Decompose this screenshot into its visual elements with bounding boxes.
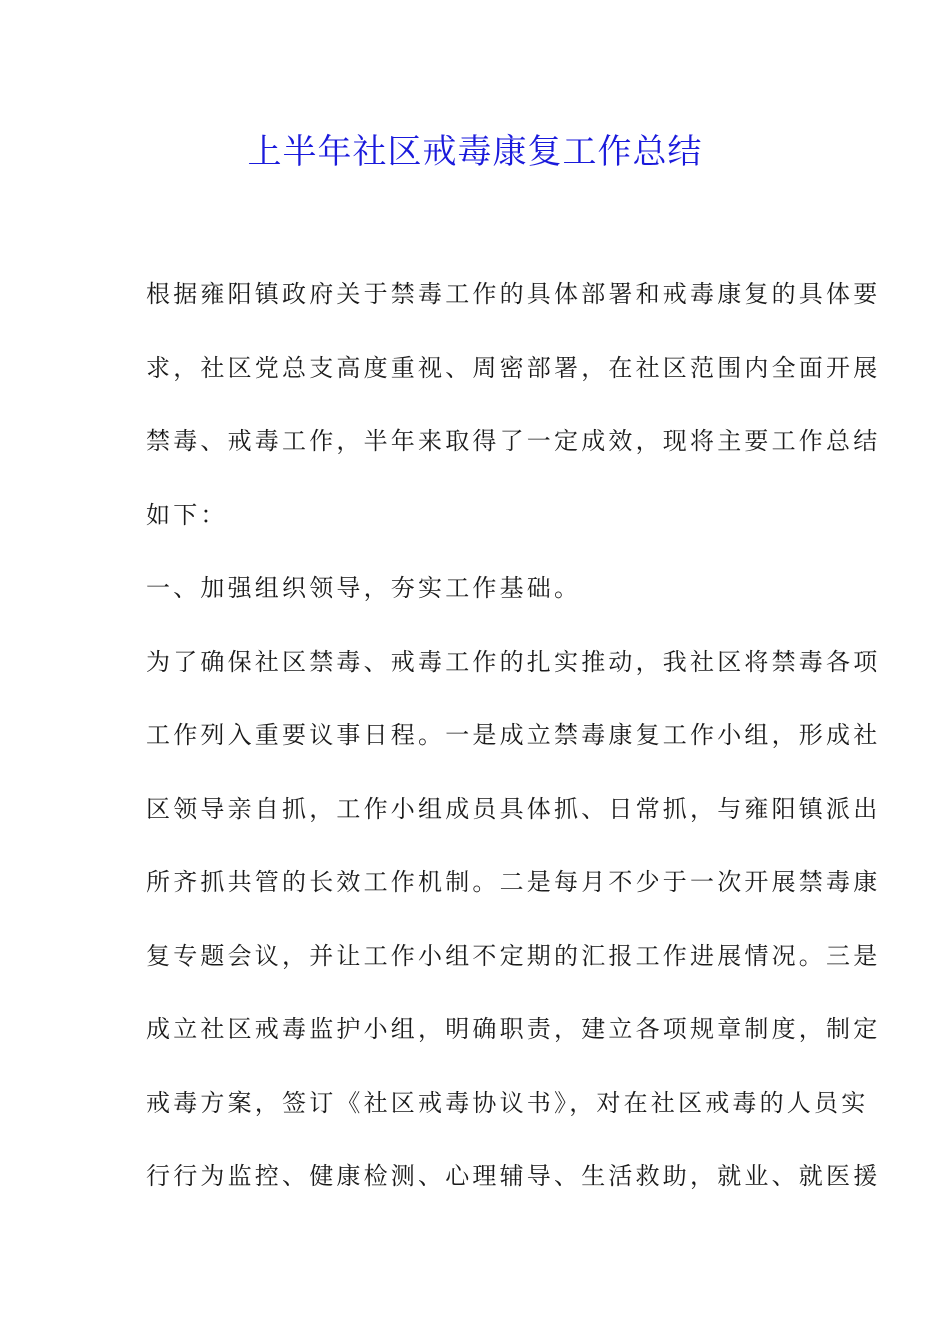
body-line: 戒毒方案，签订《社区戒毒协议书》，对在社区戒毒的人员实: [146, 1088, 869, 1117]
body-line: 行行为监控、健康检测、心理辅导、生活救助，就业、就医援: [146, 1162, 881, 1190]
body-line: 工作列入重要议事日程。一是成立禁毒康复工作小组，形成社: [146, 721, 881, 749]
body-line: 复专题会议，并让工作小组不定期的汇报工作进展情况。三是: [146, 941, 881, 970]
body-line: 所齐抓共管的长效工作机制。二是每月不少于一次开展禁毒康: [146, 868, 881, 896]
body-line: 成立社区戒毒监护小组，明确职责，建立各项规章制度，制定: [146, 1015, 881, 1043]
body-line: 为了确保社区禁毒、戒毒工作的扎实推动，我社区将禁毒各项: [146, 647, 881, 676]
body-line: 区领导亲自抓，工作小组成员具体抓、日常抓，与雍阳镇派出: [146, 794, 881, 823]
section-heading: 一、加强组织领导，夯实工作基础。: [146, 574, 582, 602]
body-line: 求，社区党总支高度重视、周密部署，在社区范围内全面开展: [146, 353, 881, 382]
page-title: 上半年社区戒毒康复工作总结: [247, 132, 703, 172]
body-line: 根据雍阳镇政府关于禁毒工作的具体部署和戒毒康复的具体要: [146, 280, 881, 308]
document-body: [146, 258, 881, 1214]
body-line: 如下：: [146, 500, 228, 529]
body-line: 禁毒、戒毒工作，半年来取得了一定成效，现将主要工作总结: [146, 427, 881, 455]
